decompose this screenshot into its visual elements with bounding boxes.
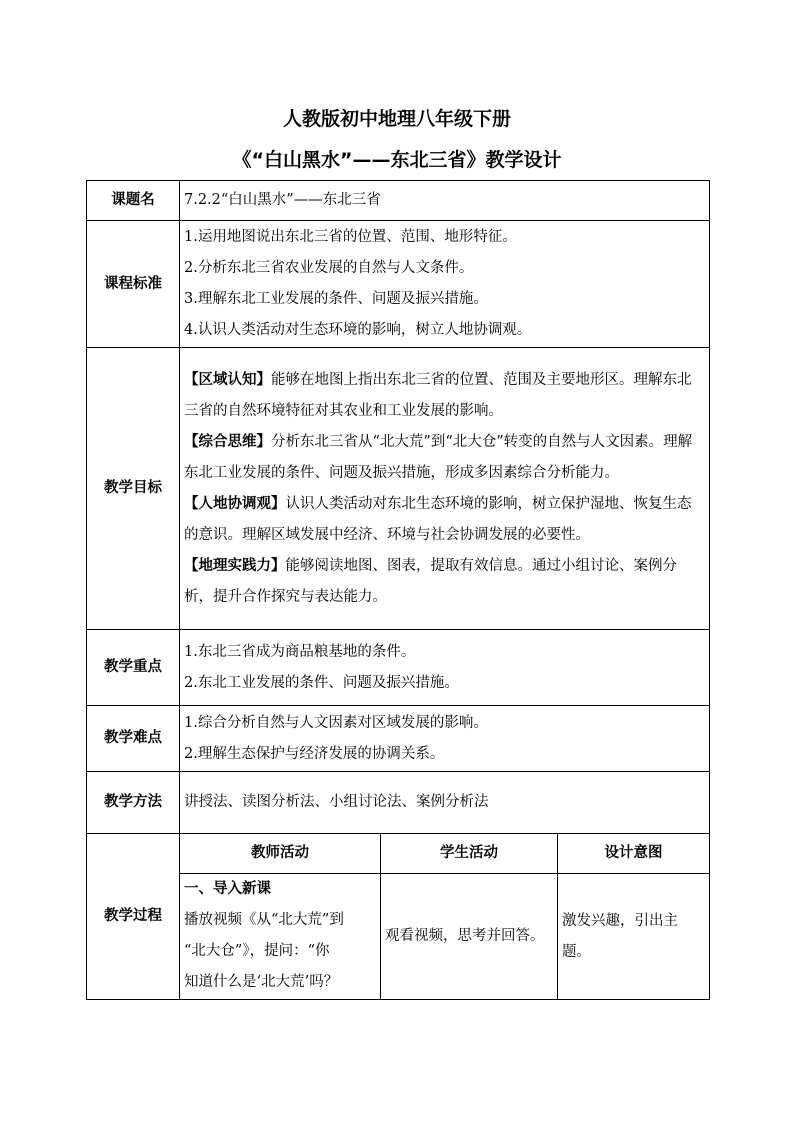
design-intent-header: 设计意图 <box>558 834 710 874</box>
goal-tag: 【区域认知】 <box>184 371 271 388</box>
goal-paragraph <box>184 489 705 551</box>
standards-content <box>180 221 710 348</box>
lesson-plan-table <box>86 180 710 1000</box>
goal-tag: 【人地协调观】 <box>184 495 286 512</box>
goal-paragraph <box>184 427 705 489</box>
document-subtitle: 《“白山黑水”——东北三省》教学设计 <box>232 149 562 171</box>
row-process-header <box>87 834 710 874</box>
key-point-item: 2.东北工业发展的条件、问题及振兴措施。 <box>184 674 459 691</box>
row-goals <box>87 348 710 630</box>
teacher-activity-header: 教师活动 <box>180 834 381 874</box>
key-points-label: 教学重点 <box>87 630 180 706</box>
standard-item: 3.理解东北工业发展的条件、问题及振兴措施。 <box>184 291 488 307</box>
goal-tag: 【综合思维】 <box>184 433 271 450</box>
row-process-step <box>87 874 710 1000</box>
standard-item: 4.认识人类活动对生态环境的影响，树立人地协调观。 <box>184 322 532 338</box>
standards-label: 课程标准 <box>87 221 180 348</box>
difficulty-item: 2.理解生态保护与经济发展的协调关系。 <box>184 745 445 762</box>
teacher-activity-line: “北大仓”》，提问：“你 <box>184 943 330 959</box>
row-methods <box>87 772 710 834</box>
topic-label: 课题名 <box>87 181 180 221</box>
teacher-activity-cell <box>180 874 381 1000</box>
difficulties-content <box>180 706 710 772</box>
goal-text: 分析东北三省从“北大荒”到“北大仓”转变的自然与人文因素。理解东北工业发展的条件、问题及振兴措施，形成多因素综合分析能力。 <box>184 433 693 481</box>
student-activity-cell: 观看视频，思考并回答。 <box>381 874 558 1000</box>
row-key-points <box>87 630 710 706</box>
standard-item: 2.分析东北三省农业发展的自然与人文条件。 <box>184 260 474 276</box>
key-point-item: 1.东北三省成为商品粮基地的条件。 <box>184 643 416 660</box>
row-difficulties <box>87 706 710 772</box>
teacher-activity-line: 知道什么是‘北大荒’吗？ <box>184 974 339 990</box>
topic-value: 7.2.2“白山黑水”——东北三省 <box>180 181 710 221</box>
row-standards <box>87 221 710 348</box>
goal-text: 能够在地图上指出东北三省的位置、范围及主要地形区。理解东北三省的自然环境特征对其农业和工业发展的影响。 <box>184 371 692 419</box>
goals-content <box>180 348 710 630</box>
goal-text: 能够阅读地图、图表，提取有效信息。通过小组讨论、案例分析，提升合作探究与表达能力。 <box>184 557 677 605</box>
design-intent-cell: 激发兴趣，引出主题。 <box>558 874 710 1000</box>
goal-paragraph <box>184 365 705 427</box>
document-title: 人教版初中地理八年级下册 <box>282 108 511 130</box>
goal-tag: 【地理实践力】 <box>184 557 286 574</box>
teacher-activity-line: 播放视频《从“北大荒”到 <box>184 912 344 928</box>
key-points-content <box>180 630 710 706</box>
difficulties-label: 教学难点 <box>87 706 180 772</box>
goal-text: 认识人类活动对东北生态环境的影响，树立保护湿地、恢复生态的意识。理解区域发展中经济、环境与社会协调发展的必要性。 <box>184 495 692 543</box>
goal-paragraph <box>184 551 705 613</box>
methods-value: 讲授法、读图分析法、小组讨论法、案例分析法 <box>180 772 710 834</box>
student-activity-header: 学生活动 <box>381 834 558 874</box>
goals-label: 教学目标 <box>87 348 180 630</box>
methods-label: 教学方法 <box>87 772 180 834</box>
standard-item: 1.运用地图说出东北三省的位置、范围、地形特征。 <box>184 229 517 245</box>
row-topic <box>87 181 710 221</box>
process-label: 教学过程 <box>87 834 180 1000</box>
difficulty-item: 1.综合分析自然与人文因素对区域发展的影响。 <box>184 714 488 731</box>
step-title: 一、导入新课 <box>184 881 271 897</box>
